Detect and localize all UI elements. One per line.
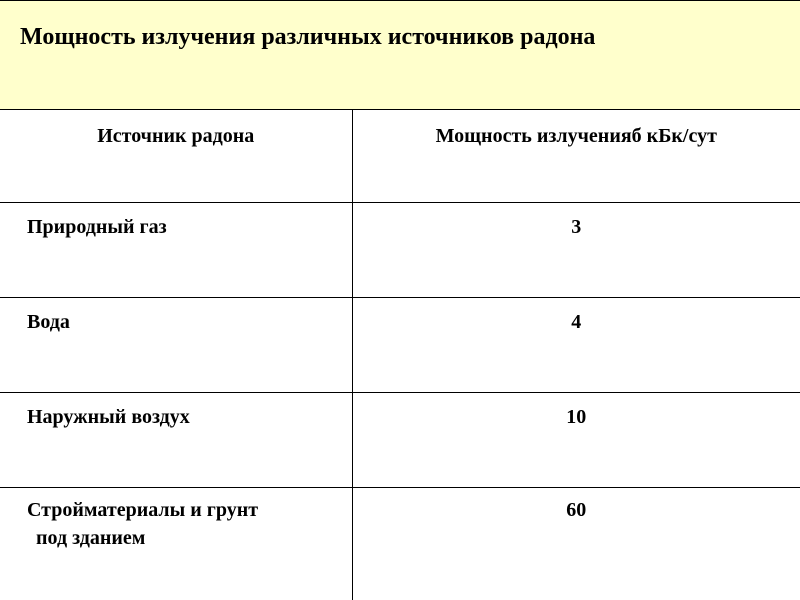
value-cell: 3 [352,203,800,298]
value-cell: 10 [352,393,800,488]
table-header-row [0,110,800,203]
table-row [0,203,800,298]
source-cell: Вода [0,298,352,393]
value-cell: 60 [352,488,800,600]
table-title: Мощность излучения различных источников радона [0,1,800,110]
value-cell: 4 [352,298,800,393]
source-line-1: Стройматериалы и грунт [27,499,259,522]
source-line-2: под зданием [36,527,146,550]
source-cell: Наружный воздух [0,393,352,488]
table-row [0,393,800,488]
table-row [0,488,800,600]
header-source: Источник радона [0,110,352,203]
table-title-row [0,1,800,110]
header-power: Мощность излученияб кБк/сут [352,110,800,203]
table-row [0,298,800,393]
source-cell [0,488,352,600]
source-cell: Природный газ [0,203,352,298]
